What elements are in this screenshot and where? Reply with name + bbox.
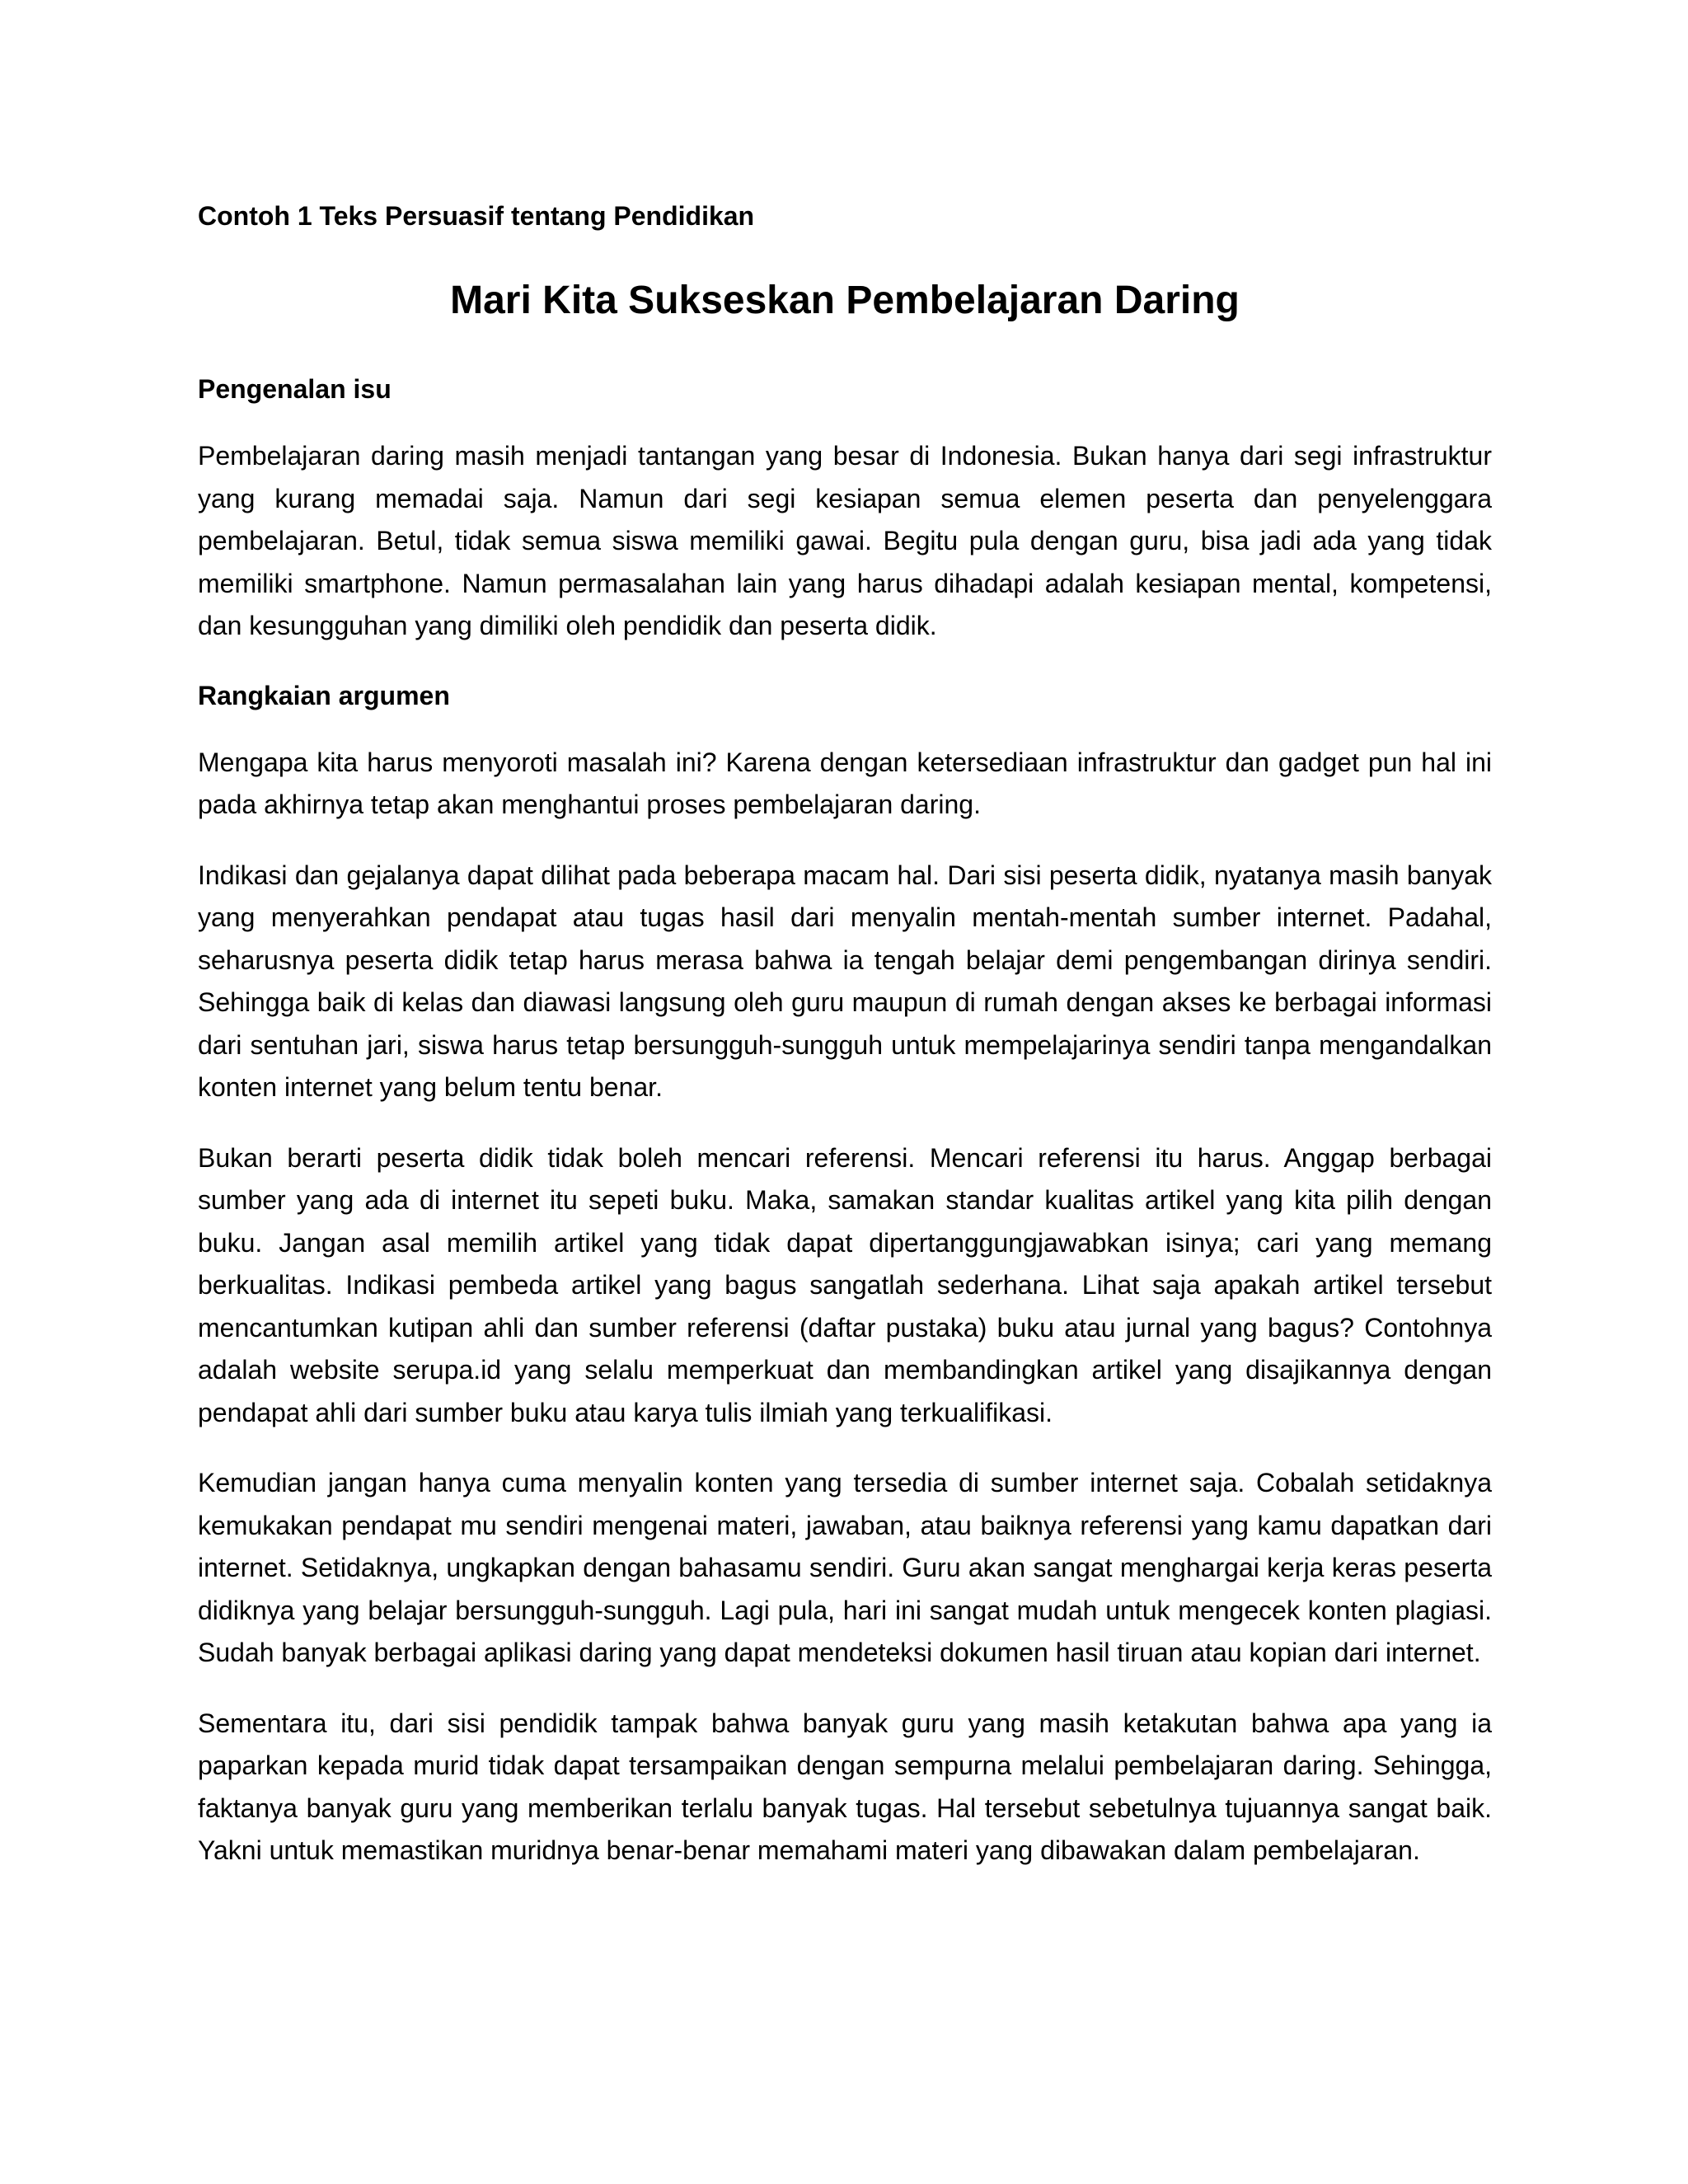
document-kicker: Contoh 1 Teks Persuasif tentang Pendidikan [198,201,755,231]
document-page [198,196,1492,1900]
section-pengenalan-isu [198,369,1492,648]
paragraph: Sementara itu, dari sisi pendidik tampak bahwa banyak guru yang masih ketakutan bahwa apa yang ia paparkan kepada murid tidak dapat tersampaikan dengan sempurna melalui pembelajaran daring. Sehingga, faktanya banyak guru yang memberikan terlalu banyak tugas. Hal tersebut sebetulnya tujuannya sangat baik. Yakni untuk memastikan muridnya benar-benar memahami materi yang dibawakan dalam pembelajaran. [198,1708,1492,1865]
paragraph: Indikasi dan gejalanya dapat dilihat pada beberapa macam hal. Dari sisi peserta didik, nyatanya masih banyak yang menyerahkan pendapat atau tugas hasil dari menyalin mentah-mentah sumber internet. Padahal, seharusnya peserta didik tetap harus merasa bahwa ia tengah belajar demi pengembangan dirinya sendiri. Sehingga baik di kelas dan diawasi langsung oleh guru maupun di rumah dengan akses ke berbagai informasi dari sentuhan jari, siswa harus tetap bersungguh-sungguh untuk mempelajarinya sendiri tanpa mengandalkan konten internet yang belum tentu benar. [198,860,1492,1102]
paragraph: Kemudian jangan hanya cuma menyalin konten yang tersedia di sumber internet saja. Cobalah setidaknya kemukakan pendapat mu sendiri mengenai materi, jawaban, atau baiknya referensi yang kamu dapatkan dari internet. Setidaknya, ungkapkan dengan bahasamu sendiri. Guru akan sangat menghargai kerja keras peserta didiknya yang belajar bersungguh-sungguh. Lagi pula, hari ini sangat mudah untuk mengecek konten plagiasi. Sudah banyak berbagai aplikasi daring yang dapat mendeteksi dokumen hasil tiruan atau kopian dari internet. [198,1468,1492,1667]
paragraph: Pembelajaran daring masih menjadi tantangan yang besar di Indonesia. Bukan hanya dari segi infrastruktur yang kurang memadai saja. Namun dari segi kesiapan semua elemen peserta dan penyelenggara pembelajaran. Betul, tidak semua siswa memiliki gawai. Begitu pula dengan guru, bisa jadi ada yang tidak memiliki smartphone. Namun permasalahan lain yang harus dihadapi adalah kesiapan mental, kompetensi, dan kesungguhan yang dimiliki oleh pendidik dan peserta didik. [198,441,1492,640]
section-heading: Rangkaian argumen [198,680,450,710]
section-heading: Pengenalan isu [198,374,392,404]
document-title: Mari Kita Sukseskan Pembelajaran Daring [450,279,1240,322]
paragraph: Bukan berarti peserta didik tidak boleh mencari referensi. Mencari referensi itu harus. Anggap berbagai sumber yang ada di internet itu sepeti buku. Maka, samakan standar kualitas artikel yang kita pilih dengan buku. Jangan asal memilih artikel yang tidak dapat dipertanggungjawabkan isinya; cari yang memang berkualitas. Indikasi pembeda artikel yang bagus sangatlah sederhana. Lihat saja apakah artikel tersebut mencantumkan kutipan ahli dan sumber referensi (daftar pustaka) buku atau jurnal yang bagus? Contohnya adalah website serupa.id yang selalu memperkuat dan membandingkan artikel yang disajikannya dengan pendapat ahli dari sumber buku atau karya tulis ilmiah yang terkualifikasi. [198,1142,1492,1427]
section-rangkaian-argumen [198,676,1492,1872]
paragraph: Mengapa kita harus menyoroti masalah ini? Karena dengan ketersediaan infrastruktur dan gadget pun hal ini pada akhirnya tetap akan menghantui proses pembelajaran daring. [198,747,1492,819]
